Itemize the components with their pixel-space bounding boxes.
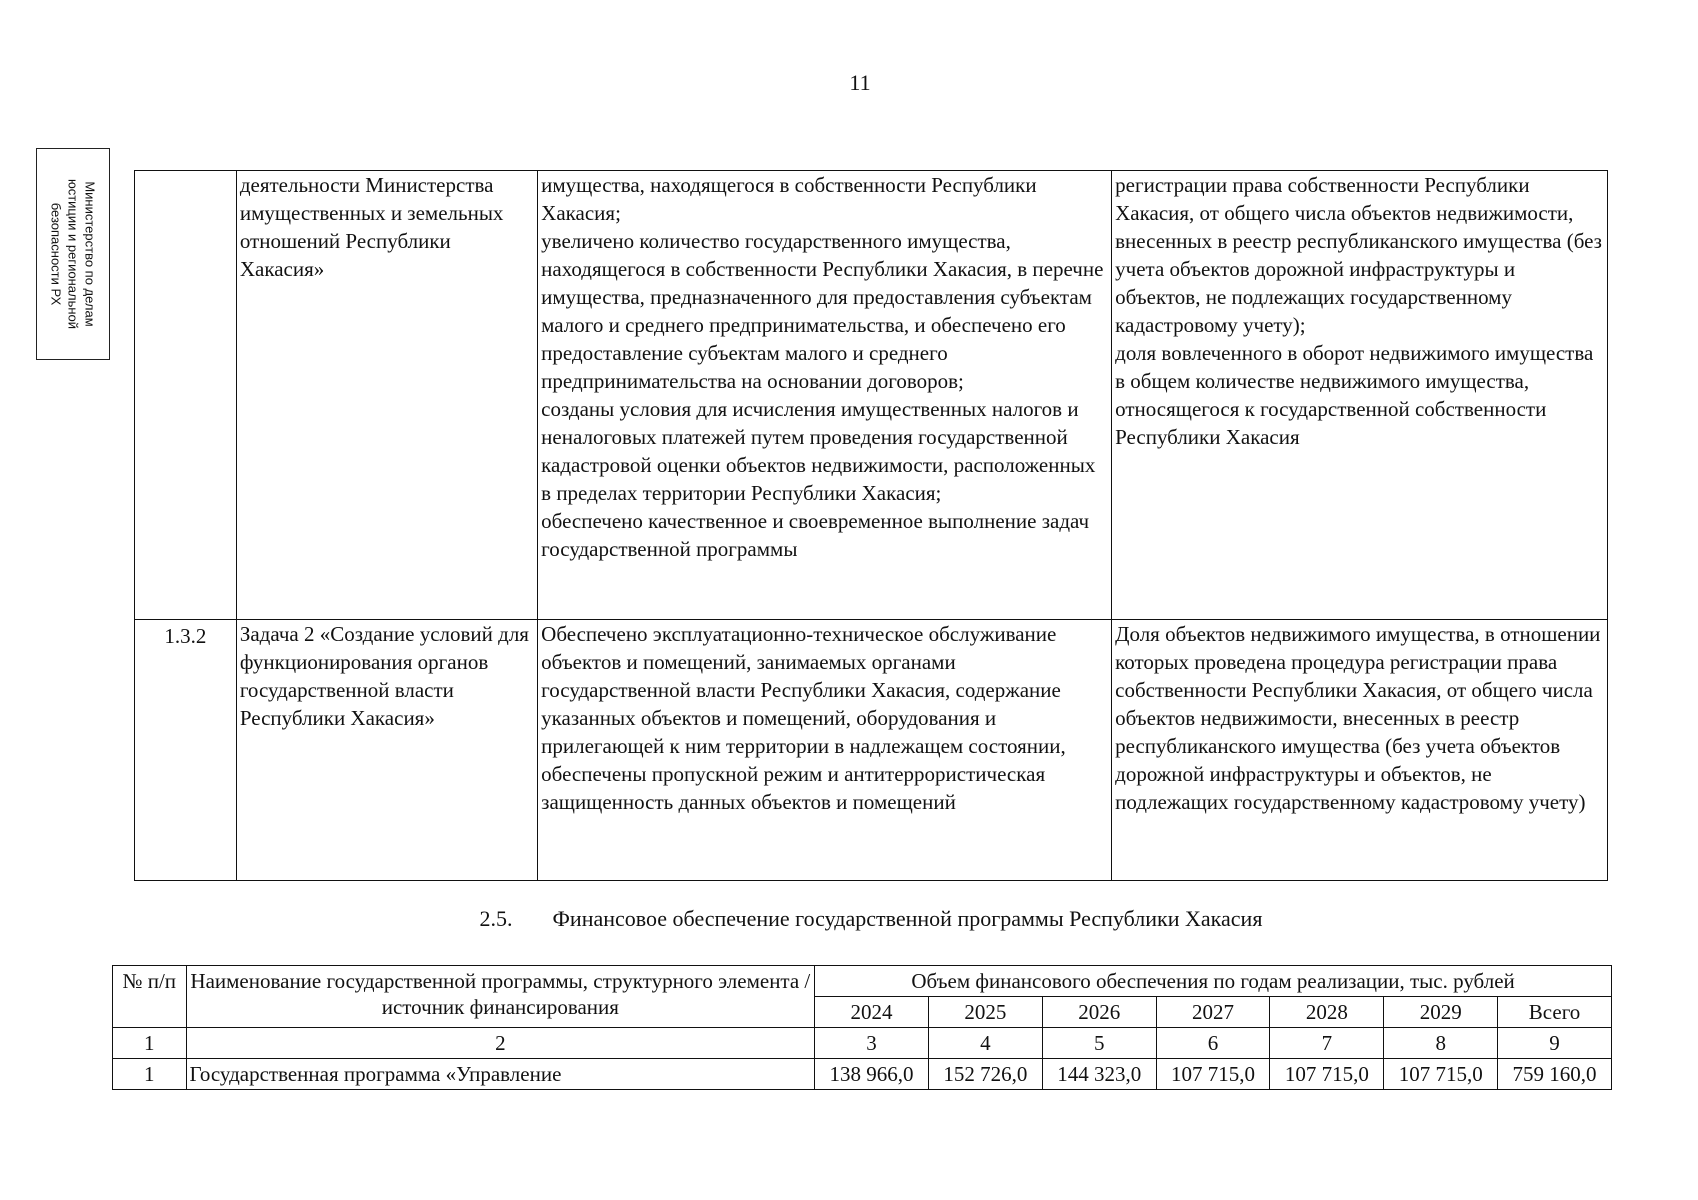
value-cell: 138 966,0 (815, 1059, 929, 1090)
header-name: Наименование государственной программы, структурного элемента / источник финансирования (186, 966, 815, 1028)
header-num: № п/п (113, 966, 187, 1028)
row-number: 1 (113, 1059, 187, 1090)
section-title: Финансовое обеспечение государственной программы Республики Хакасия (552, 906, 1263, 931)
index-cell: 8 (1384, 1028, 1498, 1059)
header-year: 2028 (1270, 997, 1384, 1028)
task-indicators: Доля объектов недвижимого имущества, в отношении которых проведена процедура регистрации права собственности Республики Хакасия, от общего числа объектов недвижимости, внесенных в реестр республиканского имущества (без учета объектов дорожной инфраструктуры и объектов, не подлежащих государственному кадастровому учету) (1112, 620, 1608, 881)
section-heading (134, 906, 1608, 932)
task-name: деятельности Министерства имущественных и земельных отношений Республики Хакасия» (236, 171, 537, 620)
header-total: Всего (1498, 997, 1612, 1028)
task-results: Обеспечено эксплуатационно-техническое обслуживание объектов и помещений, занимаемых органами государственной власти Республики Хакасия, содержание указанных объектов и помещений, оборудования и прилегающей к ним территории в надлежащем состоянии, обеспечены пропускной режим и антитеррористическая защищенность данных объектов и помещений (538, 620, 1112, 881)
header-row (113, 966, 1612, 997)
table-row (113, 1059, 1612, 1090)
header-year: 2026 (1042, 997, 1156, 1028)
index-cell: 2 (186, 1028, 815, 1059)
row-number: 1.3.2 (135, 620, 237, 881)
index-cell: 7 (1270, 1028, 1384, 1059)
header-year: 2024 (815, 997, 929, 1028)
task-results: имущества, находящегося в собственности Республики Хакасия; увеличено количество государственного имущества, находящегося в собственности Республики Хакасия, в перечне имущества, предназначенного для предоставления субъектам малого и среднего предпринимательства, и обеспечено его предоставление субъектам малого и среднего предпринимательства на основании договоров; созданы условия для исчисления имущественных налогов и неналоговых платежей путем проведения государственной кадастровой оценки объектов недвижимости, расположенных в пределах территории Республики Хакасия; обеспечено качественное и своевременное выполнение задач государственной программы (538, 171, 1112, 620)
page-number: 11 (849, 70, 871, 95)
header-year: 2027 (1156, 997, 1270, 1028)
task-name: Задача 2 «Создание условий для функционирования органов государственной власти Республики Хакасия» (236, 620, 537, 881)
value-cell: 107 715,0 (1270, 1059, 1384, 1090)
tasks-table (134, 170, 1608, 881)
section-number: 2.5. (479, 906, 513, 931)
task-indicators: регистрации права собственности Республики Хакасия, от общего числа объектов недвижимости, внесенных в реестр республиканского имущества (без учета объектов дорожной инфраструктуры и объектов, не подлежащих государственному кадастровому учету); доля вовлеченного в оборот недвижимого имущества в общем количестве недвижимого имущества, относящегося к государственной собственности Республики Хакасия (1112, 171, 1608, 620)
index-row (113, 1028, 1612, 1059)
value-cell: 152 726,0 (928, 1059, 1042, 1090)
program-name: Государственная программа «Управление (186, 1059, 815, 1090)
index-cell: 9 (1498, 1028, 1612, 1059)
index-cell: 3 (815, 1028, 929, 1059)
value-cell: 107 715,0 (1384, 1059, 1498, 1090)
index-cell: 4 (928, 1028, 1042, 1059)
index-cell: 5 (1042, 1028, 1156, 1059)
header-year: 2025 (928, 997, 1042, 1028)
index-cell: 1 (113, 1028, 187, 1059)
value-cell: 144 323,0 (1042, 1059, 1156, 1090)
value-cell: 759 160,0 (1498, 1059, 1612, 1090)
row-number (135, 171, 237, 620)
value-cell: 107 715,0 (1156, 1059, 1270, 1090)
header-group: Объем финансового обеспечения по годам реализации, тыс. рублей (815, 966, 1612, 997)
financing-table (112, 965, 1612, 1090)
registration-stamp (36, 148, 110, 360)
stamp-text: Министерство по делам юстиции и региональной безопасности РХ (48, 178, 98, 330)
header-year: 2029 (1384, 997, 1498, 1028)
table-row (135, 620, 1608, 881)
index-cell: 6 (1156, 1028, 1270, 1059)
table-row (135, 171, 1608, 620)
